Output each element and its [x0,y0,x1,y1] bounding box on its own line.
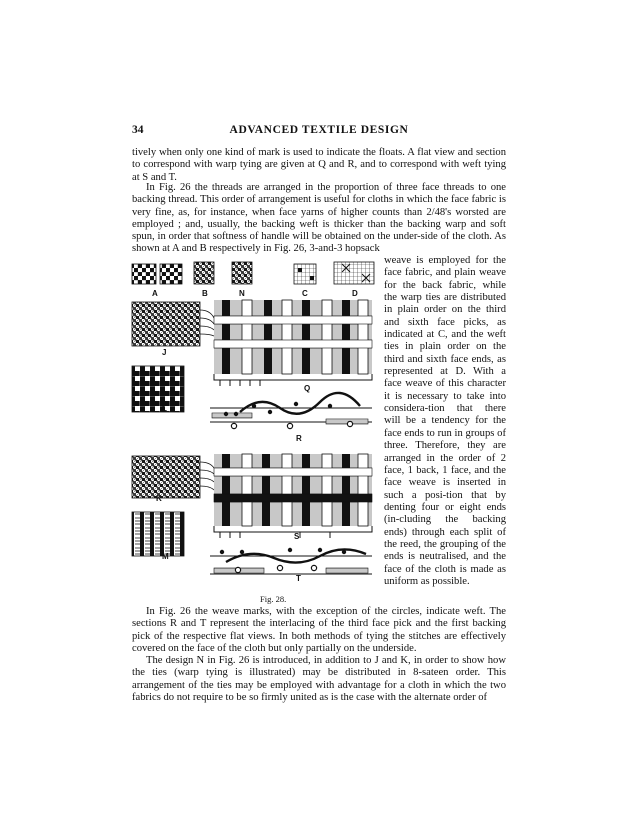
label-n: N [239,289,245,298]
label-m: M [162,552,169,561]
figure-caption: Fig. 28. [260,594,287,604]
paragraph-weave-marks: In Fig. 26 the weave marks, with the exception of the circles, indicate weft. The sections R and T represent the interlacing of the third face pick and the first backing pick of the respective flat views. In both methods of tying the stitches are effectively covered on the face of the cloth but only partially on the underside. [132,606,506,654]
design-a-part1 [132,264,156,284]
paragraph-design-n: The design N in Fig. 26 is introduced, in addition to J and K, in order to show how the ties (warp tying is illustrated) may be distributed in 8-sateen order. This arrangement of the ties may be employed with advantage for a cloth in which the two fabrics do not require to be so firmly united as is the case with the alternate order of [132,655,506,703]
page-number: 34 [132,124,144,136]
label-j: J [162,348,167,357]
design-l [132,366,184,412]
label-d: D [352,289,358,298]
label-a: A [152,289,158,298]
section-r [210,393,372,429]
flat-view-s [214,454,372,538]
paragraph-fig26-arrangement: In Fig. 26 the threads are arranged in the proportion of three face threads to one backing thread. This order of arrangement is useful for cloths in which the face fabric is very fine, as, for instance, when face yarns of higher counts than 2/48's worsted are employed ; and, usually, the backing weft is thicker than the backing warp and soft spun, in order that softness of handle will be obtained on the under-side of the cloth. As shown at A and B respectively in Fig. 26, 3-and-3 hopsack [132,182,506,255]
design-b [194,262,214,284]
paragraph-side-column: weave is employed for the face fabric, and plain weave for the back fabric, while the warp ties are distributed in plain order on the third and sixth face picks, as indicated at C, and the weft ties in plain order on the third and sixth face ends, as represented at D. With a face weave of this character it is necessary to take into considera-tion that there will be a tendency for the face ends to run in groups of three. Therefore, they are arranged in the order of 2 face, 1 back, 1 face, and the face weave is inserted in such a posi-tion that by denting four or eight ends (in-cluding the backing ends) through each split of the reed, the grouping of the ends is neutralised, and the face of the cloth is made as uniform as possible. [384,255,506,587]
label-q: Q [304,384,311,393]
design-a-part2 [160,264,182,284]
label-s: S [294,532,300,541]
running-title: ADVANCED TEXTILE DESIGN [229,124,409,136]
label-c: C [302,289,308,298]
section-t [210,548,372,574]
flat-view-q [214,300,372,386]
design-c [294,264,316,284]
label-r: R [296,434,302,443]
label-t: T [296,574,301,583]
figure-weave-diagrams [130,256,384,610]
paragraph-continuation: tively when only one kind of mark is used to indicate the floats. A flat view and section to correspond with warp tying are given at Q and R, and to correspond with weft tying at S and T. [132,147,506,183]
label-k: K [156,494,162,503]
label-b: B [202,289,208,298]
design-m [132,512,184,556]
design-k [132,456,200,498]
label-l: L [162,404,167,413]
design-n [232,262,252,284]
running-header [132,124,506,140]
design-j [132,302,200,346]
